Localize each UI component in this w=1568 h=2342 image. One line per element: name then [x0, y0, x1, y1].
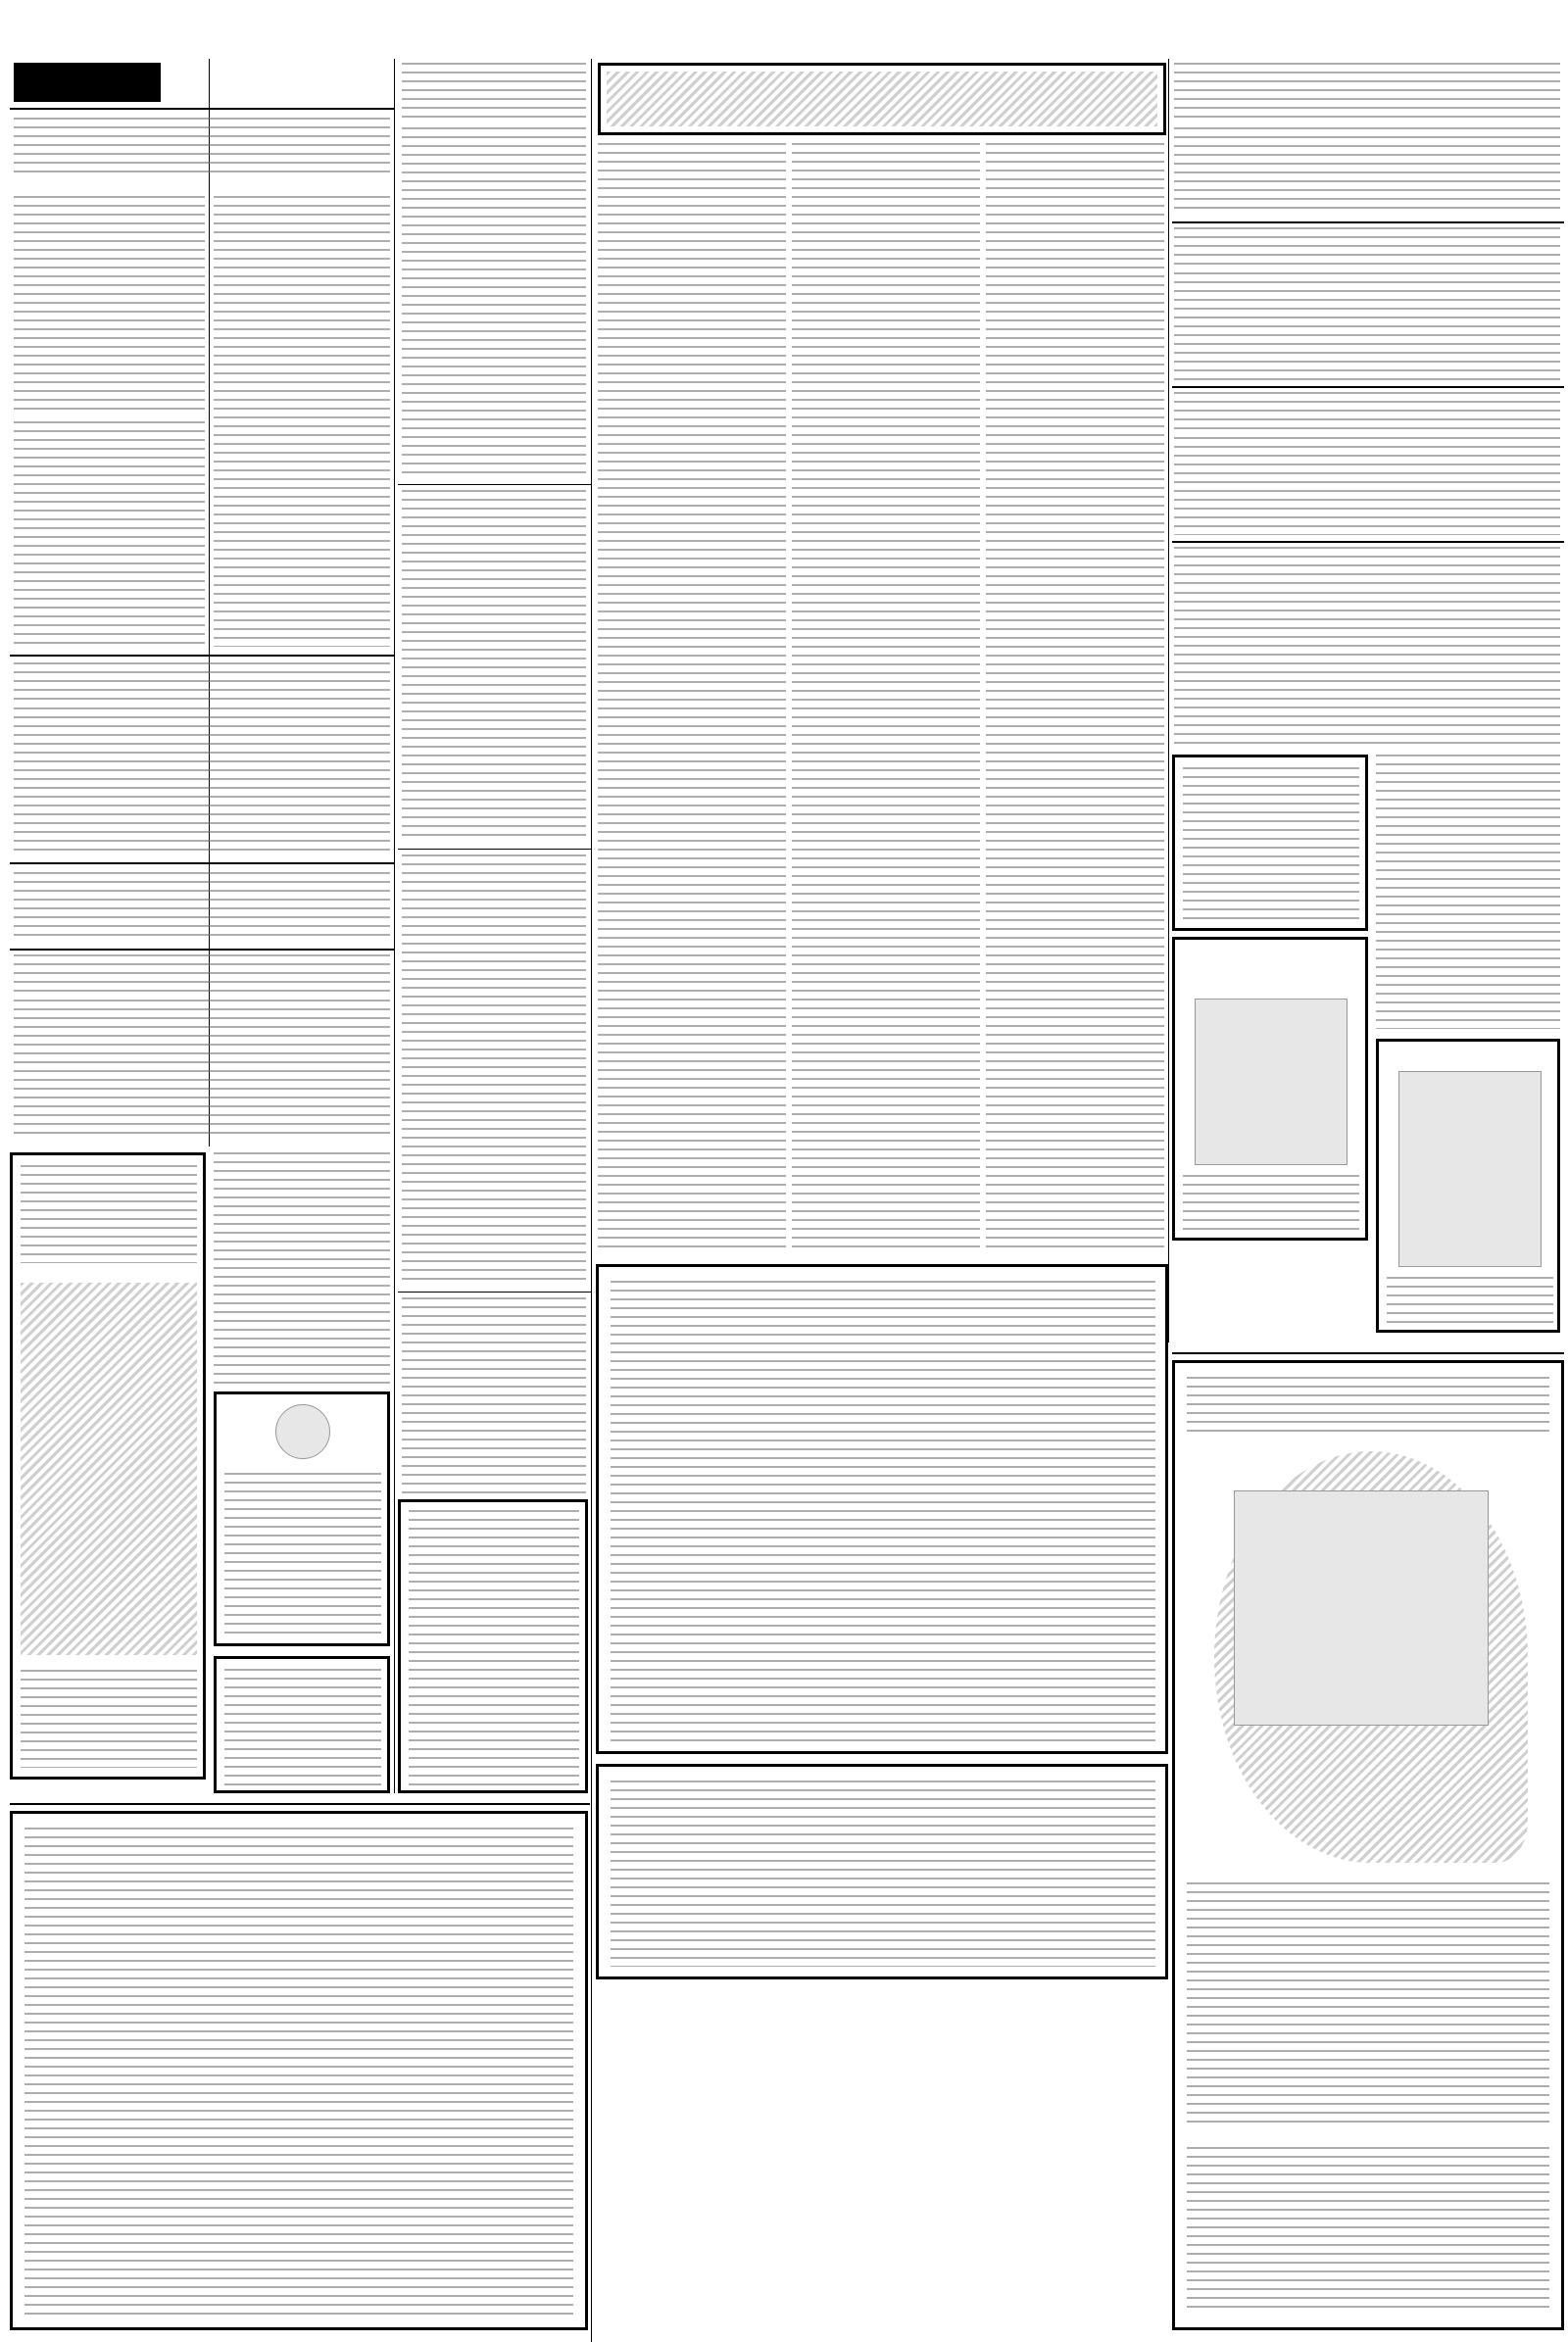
- headline-block: [402, 63, 586, 122]
- photo-shop-advertisement: [1172, 937, 1368, 1241]
- page-masthead-block: [14, 63, 161, 102]
- land-plots-advertisement: [596, 1764, 1168, 1979]
- tutoring-school-advertisement: [1172, 755, 1368, 931]
- logo-image: [275, 1404, 330, 1459]
- gas-lighter-advertisement: [1376, 1039, 1560, 1333]
- column-rule: [591, 59, 592, 2342]
- advertisement-text: [1183, 767, 1359, 924]
- article-text: [14, 872, 390, 941]
- headline-block: [14, 118, 390, 176]
- classifieds-text: [792, 143, 980, 1250]
- classified-box: [398, 1499, 588, 1793]
- headline-block: [1174, 227, 1560, 267]
- article-text: [14, 707, 390, 854]
- section-rule: [1172, 541, 1564, 543]
- cooperative-advertisement: [10, 1811, 588, 2330]
- advertisement-text: [611, 1781, 1155, 1967]
- article-text: [402, 1297, 586, 1493]
- headline-block: [1174, 63, 1560, 122]
- advertisement-text: [1387, 1277, 1553, 1326]
- column-rule: [1168, 59, 1169, 1342]
- article-text: [1376, 755, 1560, 1029]
- advertisement-text: [1187, 2147, 1549, 2314]
- advertisement-text: [611, 1281, 1155, 1741]
- language-school-advertisement: [214, 1656, 390, 1793]
- theatre-advertisement: [10, 1152, 206, 1780]
- article-text: [402, 127, 586, 480]
- classified-text: [409, 1510, 579, 1786]
- classifieds-text: [598, 143, 786, 1250]
- land-plots-advertisement: [596, 1264, 1168, 1754]
- article-text: [1174, 272, 1560, 380]
- advertisement-text: [1183, 1175, 1359, 1234]
- advertisement-text: [1187, 1377, 1549, 1436]
- advertisement-text: [24, 1828, 573, 2318]
- article-text: [402, 854, 586, 1286]
- section-rule: [10, 949, 394, 951]
- advertisement-text: [21, 1670, 197, 1768]
- headline-block: [1174, 547, 1560, 586]
- camera-image: [1195, 999, 1348, 1165]
- utility-notice-box: [214, 1391, 390, 1646]
- notice-text: [224, 1473, 381, 1639]
- machine-image: [1234, 1490, 1489, 1726]
- banner-artwork: [607, 72, 1157, 126]
- article-text: [1174, 437, 1560, 535]
- section-rule: [10, 1803, 590, 1805]
- advertisement-artwork: [21, 1283, 197, 1655]
- section-rule: [10, 655, 394, 657]
- headline-rule: [10, 108, 394, 110]
- article-text: [14, 1000, 390, 1137]
- section-rule: [10, 862, 394, 864]
- section-rule: [398, 484, 591, 485]
- article-text: [214, 196, 390, 647]
- section-rule: [1172, 221, 1564, 223]
- article-text: [14, 196, 205, 412]
- article-text: [402, 490, 586, 843]
- advertisement-text: [21, 1165, 197, 1263]
- article-text: [14, 421, 205, 647]
- tobacco-planter-advertisement: [1172, 1360, 1564, 2330]
- headline-block: [1174, 392, 1560, 431]
- advertisement-text: [1187, 1882, 1549, 2127]
- classifieds-text: [986, 143, 1164, 1250]
- headline-block: [14, 662, 390, 702]
- classifieds-banner: [598, 63, 1166, 135]
- section-rule: [1172, 1352, 1564, 1354]
- lighter-image: [1398, 1071, 1542, 1267]
- article-text: [1174, 592, 1560, 749]
- column-rule: [394, 59, 395, 1793]
- article-text: [1174, 127, 1560, 216]
- headline-block: [14, 954, 390, 994]
- section-rule: [398, 1292, 591, 1293]
- section-rule: [1172, 386, 1564, 388]
- article-text: [214, 1152, 390, 1388]
- advertisement-text: [224, 1669, 381, 1786]
- section-rule: [398, 849, 591, 850]
